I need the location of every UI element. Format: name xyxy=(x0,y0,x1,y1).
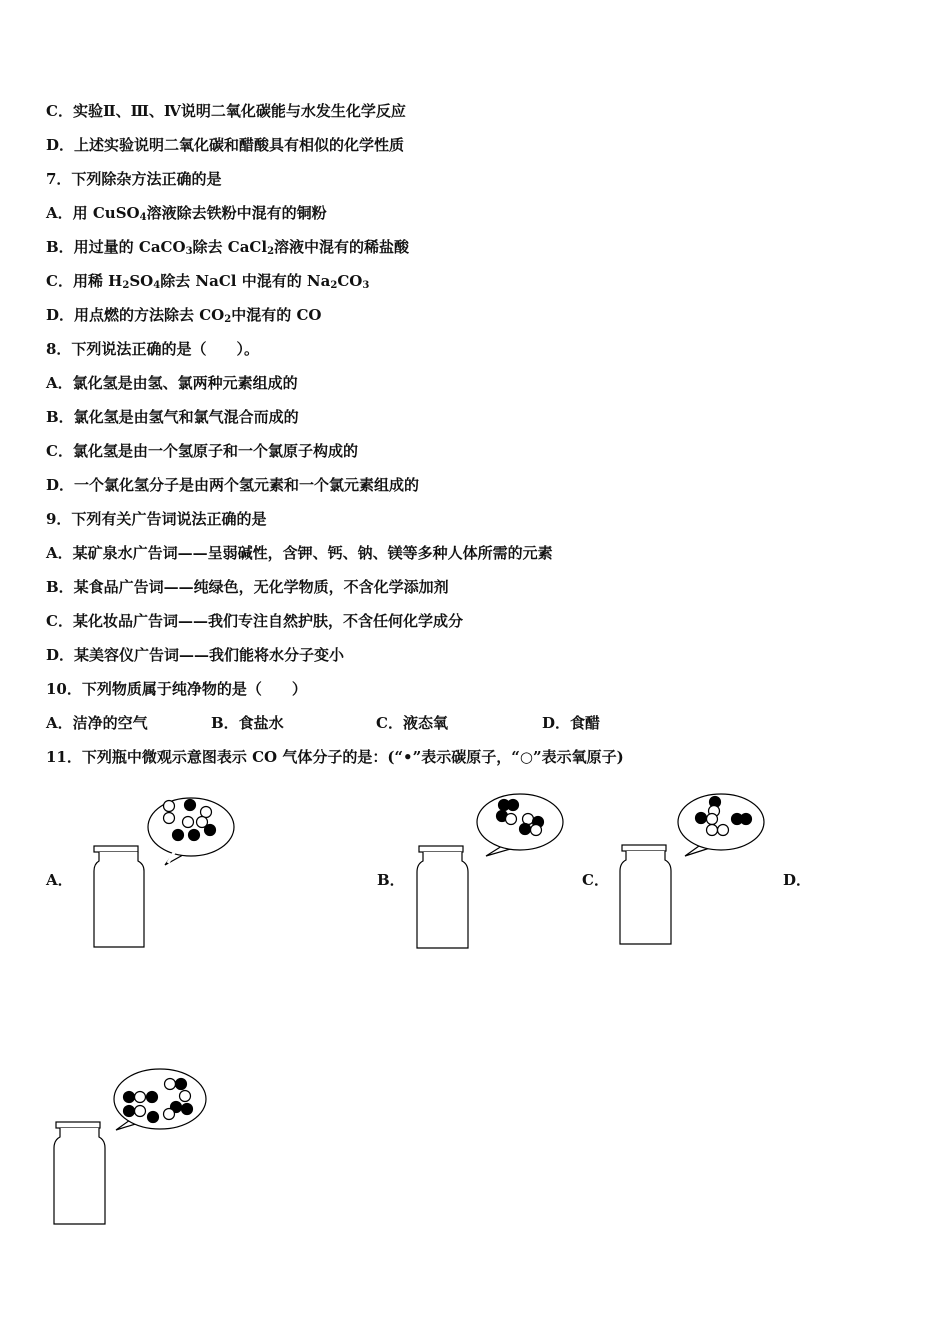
q8-option-d: D．一个氯化氢分子是由两个氢元素和一个氯元素组成的 xyxy=(46,476,420,494)
bottle-figure-b[interactable] xyxy=(412,788,567,953)
q7-option-a: A．用 CuSO$_4$溶液除去铁粉中混有的铜粉 xyxy=(46,204,327,223)
q9-option-c: C．某化妆品广告词——我们专注自然护肤，不含任何化学成分 xyxy=(46,612,463,630)
q7-option-b: B．用过量的 CaCO$_3$除去 CaCl$_2$溶液中混有的稀盐酸 xyxy=(46,238,410,257)
q7-option-d: D．用点燃的方法除去 $CO_2$中混有的 CO xyxy=(46,306,322,325)
q10-option-a: A．洁净的空气 xyxy=(46,714,148,732)
question-8: 8．下列说法正确的是（ ）。 xyxy=(46,340,259,358)
bottle-figure-a[interactable] xyxy=(90,785,240,950)
q10-option-c: C．液态氧 xyxy=(376,714,448,732)
q11-option-b-label: B． xyxy=(377,871,405,889)
bottle-figure-d[interactable] xyxy=(50,1064,215,1229)
q8-option-a: A．氯化氢是由氢、氯两种元素组成的 xyxy=(46,374,298,392)
q11-option-a-label: A． xyxy=(46,871,73,889)
q8-option-c: C．氯化氢是由一个氢原子和一个氯原子构成的 xyxy=(46,442,358,460)
question-9: 9．下列有关广告词说法正确的是 xyxy=(46,510,267,528)
bottle-figure-c[interactable] xyxy=(615,786,775,951)
q9-option-d: D．某美容仪广告词——我们能将水分子变小 xyxy=(46,646,345,664)
q6-option-d: D．上述实验说明二氧化碳和醋酸具有相似的化学性质 xyxy=(46,136,405,154)
question-7: 7．下列除杂方法正确的是 xyxy=(46,170,222,188)
question-11: 11．下列瓶中微观示意图表示 CO 气体分子的是：(“•”表示碳原子，“○”表示氧原子) xyxy=(46,748,624,766)
q10-option-b: B．食盐水 xyxy=(211,714,284,732)
q10-option-d: D．食醋 xyxy=(542,714,601,732)
q6-option-c: C．实验Ⅱ、Ⅲ、Ⅳ说明二氧化碳能与水发生化学反应 xyxy=(46,102,406,120)
q9-option-b: B．某食品广告词——纯绿色，无化学物质，不含化学添加剂 xyxy=(46,578,449,596)
q11-option-c-label: C． xyxy=(582,871,609,889)
question-10: 10．下列物质属于纯净物的是（ ） xyxy=(46,680,307,698)
q11-option-d-label: D． xyxy=(783,871,812,889)
q8-option-b: B．氯化氢是由氢气和氯气混合而成的 xyxy=(46,408,299,426)
q9-option-a: A．某矿泉水广告词——呈弱碱性，含钾、钙、钠、镁等多种人体所需的元素 xyxy=(46,544,553,562)
q7-option-c: C．用稀 $H_2SO_4$除去 NaCl 中混有的 $Na_2CO_3$ xyxy=(46,272,370,291)
